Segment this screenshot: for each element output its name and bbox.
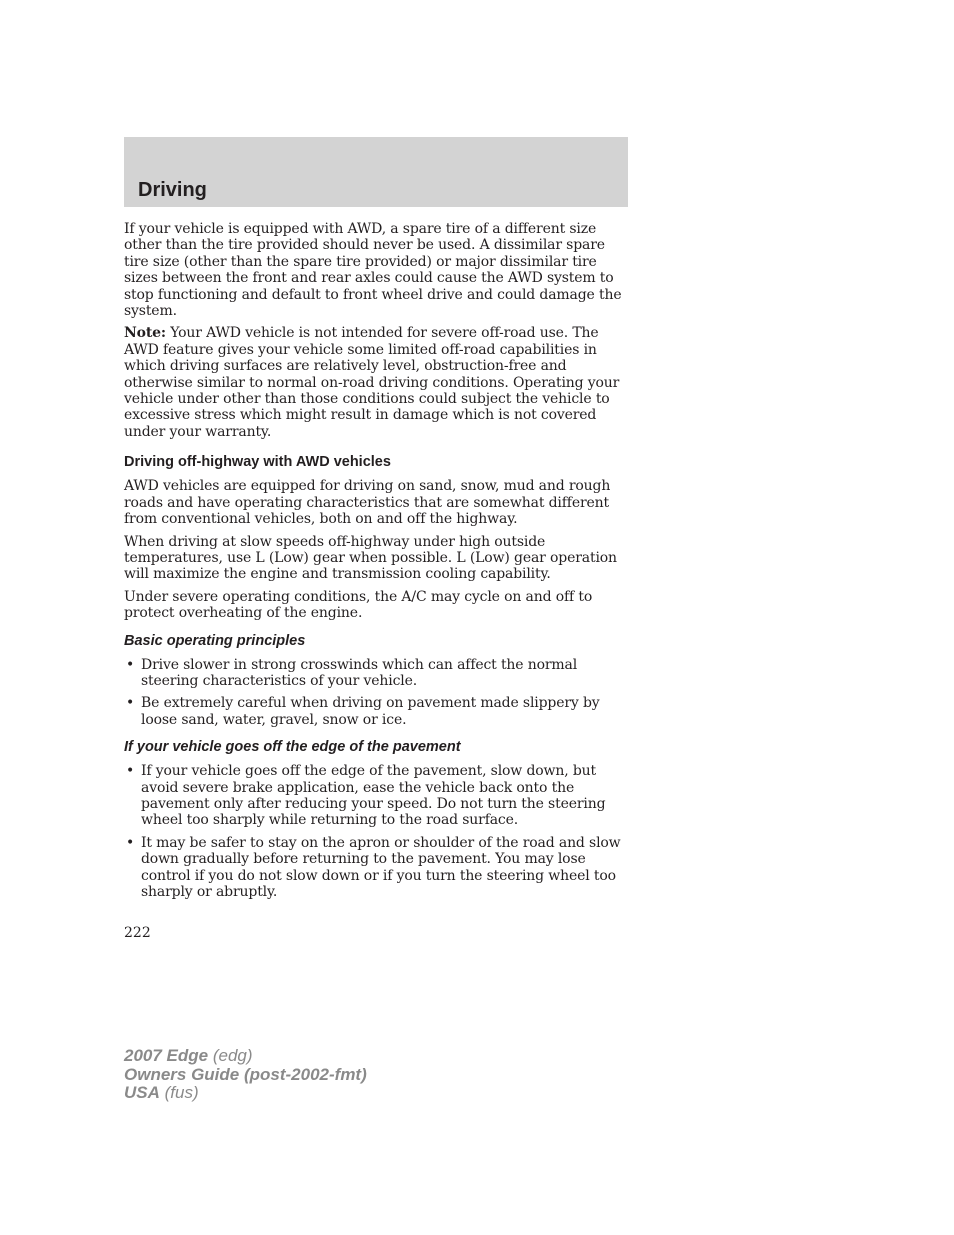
page-number: 222 [124,925,151,941]
note-label: Note: [124,325,166,342]
section-title: Driving [138,179,207,201]
list-item [124,657,630,690]
bullet-icon: • [126,834,135,851]
section-header-band [124,137,628,207]
list-item [124,695,630,728]
footer-line-market [124,1084,367,1103]
list-item-text: Drive slower in strong crosswinds which can affect the normal steering characteristics of your vehicle. [141,656,578,689]
footer-line-guide [124,1066,367,1085]
list-item-text: Be extremely careful when driving on pavement made slippery by loose sand, water, gravel, snow or ice. [141,695,600,728]
bullet-icon: • [126,656,135,673]
list-item-text: It may be safer to stay on the apron or shoulder of the road and slow down gradually before returning to the pavement. You may lose control if you do not slow down or if you turn the steering wheel too sharply or abruptly. [141,834,621,900]
footer-guide-name: Owners Guide (post-2002-fmt) [124,1064,367,1084]
footer-model-name: 2007 Edge [124,1046,209,1065]
basic-principles-list [124,657,630,729]
awd-note-paragraph [124,325,630,440]
pavement-edge-heading: If your vehicle goes off the edge of the pavement [124,739,461,756]
footer-model-code: (edg) [208,1046,253,1065]
offhighway-heading: Driving off-highway with AWD vehicles [124,454,391,471]
pavement-edge-list [124,763,630,900]
note-text: Your AWD vehicle is not intended for severe off-road use. The AWD feature gives your vehicle some limited off-road capabilities in which driving surfaces are relatively level, obstruction-free and otherwise similar to normal on-road driving conditions. Operating your vehicle under other than those conditions could subject the vehicle to excessive stress which might result in damage which is not covered under your warranty. [124,325,620,440]
list-item [124,763,630,829]
offhighway-paragraph-2: When driving at slow speeds off-highway under high outside temperatures, use L (Low) gear when possible. L (Low) gear operation will maximize the engine and transmission cooling capability. [124,533,617,583]
offhighway-paragraph-3: Under severe operating conditions, the A/C may cycle on and off to protect overheating of the engine. [124,588,593,622]
list-item-text: If your vehicle goes off the edge of the pavement, slow down, but avoid severe brake application, ease the vehicle back onto the pavement only after reducing your speed. Do not turn the steering wheel too sharply while returning to the road surface. [141,763,606,829]
footer-line-model [124,1047,367,1066]
list-item [124,835,630,901]
bullet-icon: • [126,695,135,712]
bullet-icon: • [126,763,135,780]
page-content [124,221,630,906]
document-footer [124,1047,367,1103]
offhighway-paragraph-1: AWD vehicles are equipped for driving on sand, snow, mud and rough roads and have operating characteristics that are somewhat different from conventional vehicles, both on and off the highway. [124,478,611,528]
footer-market-name: USA [124,1083,160,1102]
basic-principles-heading: Basic operating principles [124,632,306,649]
awd-spare-tire-paragraph: If your vehicle is equipped with AWD, a spare tire of a different size other than the tire provided should never be used. A dissimilar spare tire size (other than the spare tire provided) or major dissimilar tire sizes between the front and rear axles could cause the AWD system to stop functioning and default to front wheel drive and could damage the system. [124,221,622,320]
footer-market-code: (fus) [159,1083,199,1102]
